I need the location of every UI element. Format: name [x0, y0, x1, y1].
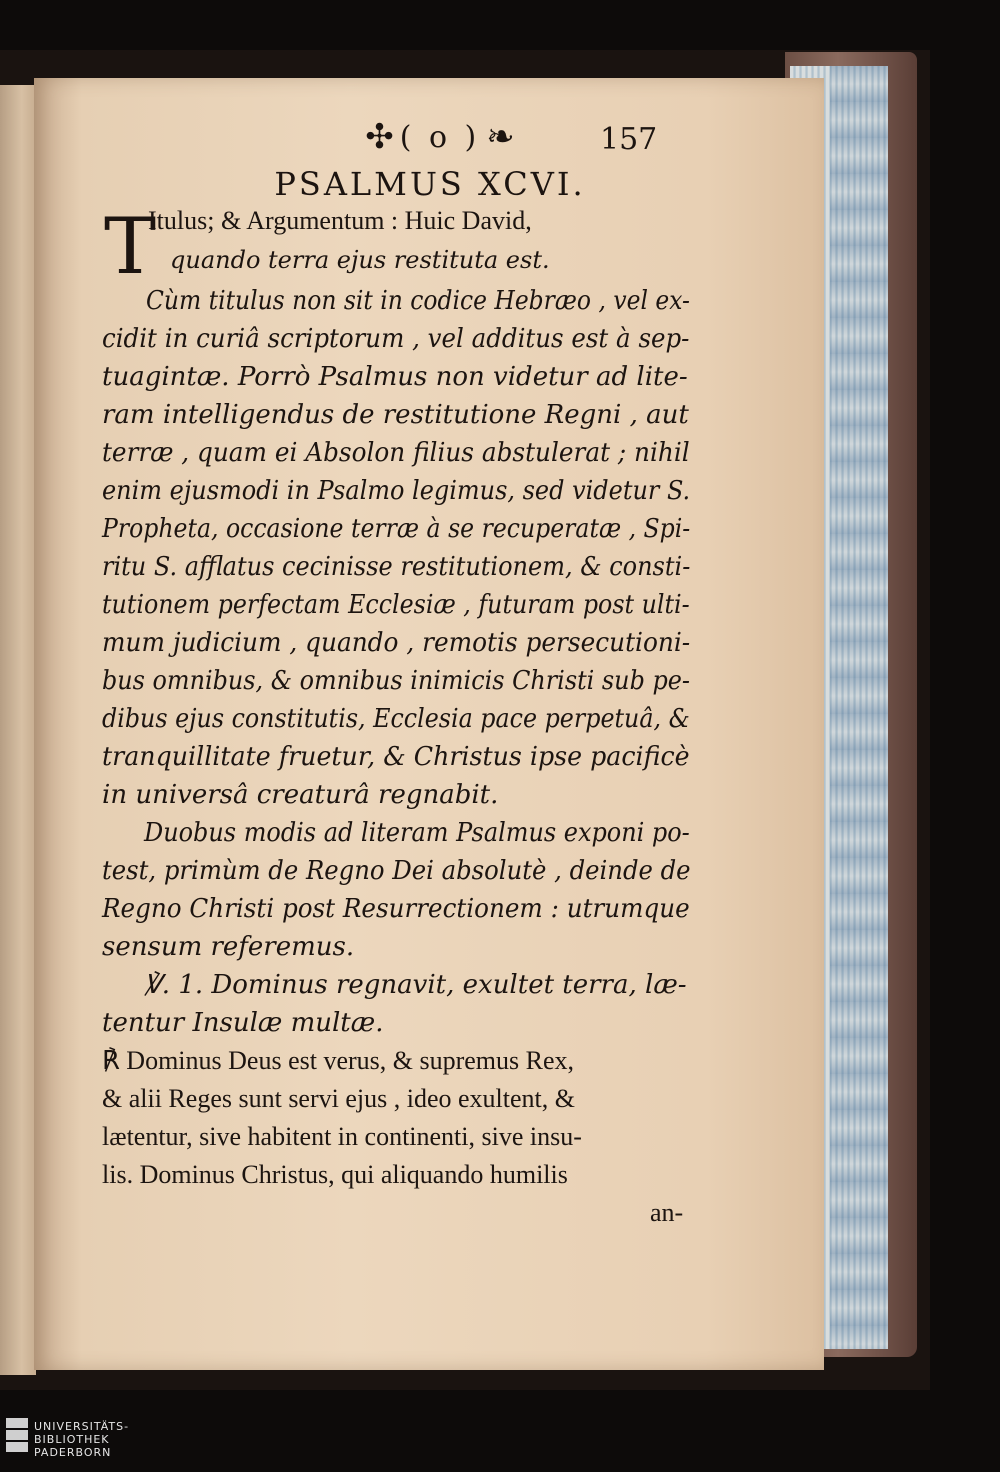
ornament-left-icon: ✣ [365, 117, 394, 157]
text-line: ram intelligendus de restitutione Regni , aut [102, 400, 689, 430]
text-line: bus omnibus, & omnibus inimicis Christi sub pe- [102, 666, 690, 696]
library-line: BIBLIOTHEK [34, 1433, 110, 1446]
text-line: ℟ Dominus Deus est verus, & supremus Rex, [102, 1046, 575, 1075]
ornament-right-icon: ❧ [486, 117, 515, 157]
page-block-stain [830, 66, 888, 1349]
text-line: lætentur, sive habitent in continenti, sive insu- [102, 1122, 582, 1151]
text-line: sensum referemus. [102, 932, 355, 962]
text-line: enim ejusmodi in Psalmo legimus, sed videtur S. [102, 476, 691, 506]
text-line: Cùm titulus non sit in codice Hebræo , vel ex- [146, 286, 690, 316]
text-line: Duobus modis ad literam Psalmus exponi po- [144, 818, 690, 848]
text-line: & alii Reges sunt servi ejus , ideo exultent, & [102, 1084, 575, 1113]
catchword: an- [650, 1198, 684, 1227]
text-line: ritu S. afflatus cecinisse restitutionem, & consti- [102, 552, 691, 582]
left-page-edge [0, 85, 36, 1375]
text-line: tutionem perfectam Ecclesiæ , futuram post ulti- [102, 590, 690, 620]
page-number: 157 [600, 122, 658, 157]
header-label: ( o ) [399, 119, 481, 155]
psalm-title: PSALMUS XCVI. [274, 165, 586, 203]
text-line: ℣. 1. Dominus regnavit, exultet terra, læ- [144, 970, 687, 1000]
text-line: in universâ creaturâ regnabit. [102, 780, 499, 810]
text-line: mum judicium , quando , remotis persecutioni- [102, 628, 691, 658]
text-line: terræ , quam ei Absolon filius abstulerat ; nihil [102, 438, 690, 468]
text-line: lis. Dominus Christus, qui aliquando humilis [102, 1160, 568, 1189]
library-line: UNIVERSITÄTS- [34, 1420, 130, 1433]
text-line: cidit in curiâ scriptorum , vel additus est à sep- [102, 324, 690, 354]
text-line: Propheta, occasione terræ à se recuperatæ , Spi- [102, 514, 691, 544]
text-line: Itulus; & Argumentum : Huic David, [148, 206, 532, 235]
text-line: quando terra ejus restituta est. [170, 246, 550, 274]
text-line: tranquillitate fruetur, & Christus ipse pacificè [102, 742, 690, 772]
text-line: test, primùm de Regno Dei absolutè , deinde de [102, 856, 691, 886]
library-line: PADERBORN [34, 1446, 112, 1459]
library-logo-icon [6, 1418, 28, 1464]
text-line: tuagintæ. Porrò Psalmus non videtur ad lite- [102, 362, 688, 392]
text-line: Regno Christi post Resurrectionem : utrumque [102, 894, 690, 924]
text-line: tentur Insulæ multæ. [102, 1008, 384, 1038]
drop-capital: T [104, 202, 157, 292]
text-line: dibus ejus constitutis, Ecclesia pace perpetuâ, & [102, 704, 690, 734]
library-credit [34, 1420, 129, 1459]
